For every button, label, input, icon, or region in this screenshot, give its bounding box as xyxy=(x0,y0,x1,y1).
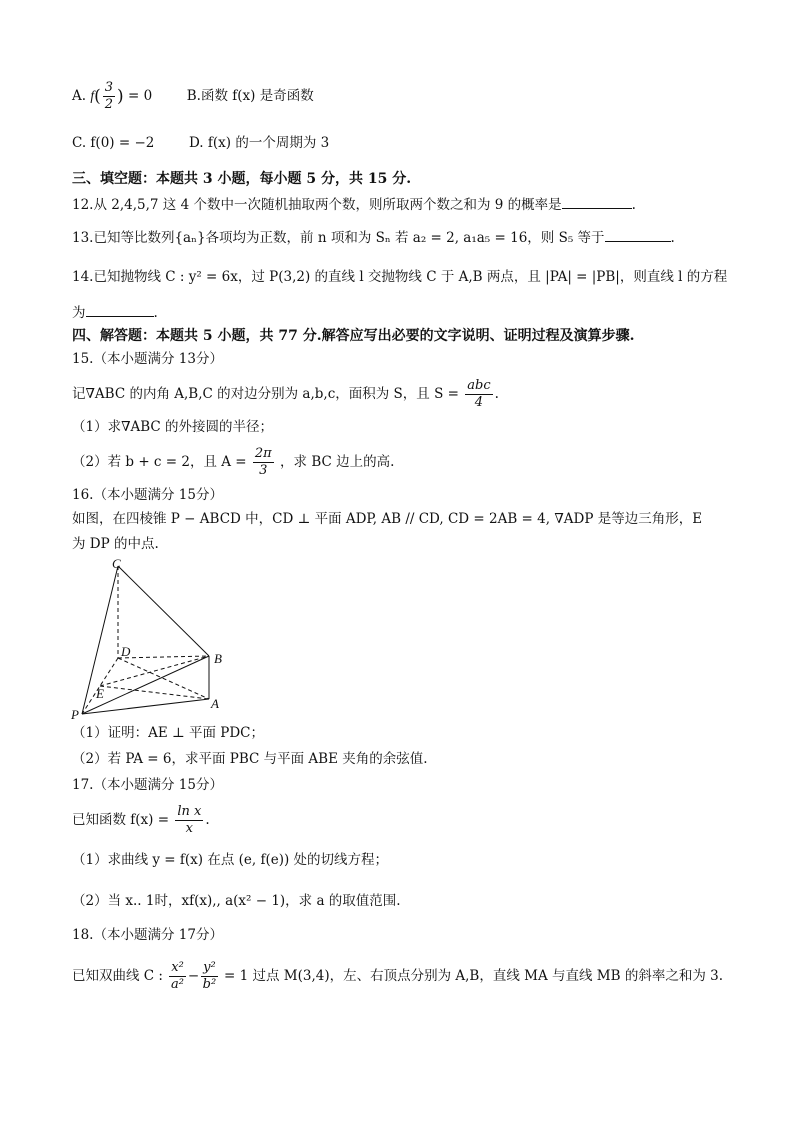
q16-line2: 为 DP 的中点. xyxy=(72,536,159,552)
label-a: A xyxy=(211,696,219,711)
option-cd-row xyxy=(72,134,329,152)
option-d: D. f(x) 的一个周期为 3 xyxy=(188,135,330,151)
q15-part2 xyxy=(72,446,394,479)
option-c: C. f(0) = −2 xyxy=(72,135,155,151)
q15-stem-text: 记∇ABC 的内角 A,B,C 的对边分别为 a,b,c，面积为 S，且 S = xyxy=(72,386,459,402)
question-12-text: 12.从 2,4,5,7 这 4 个数中一次随机抽取两个数，则所取两个数之和为 9 的概率是 xyxy=(72,197,562,213)
edge-pa xyxy=(82,699,209,714)
q15-stem: 记∇ABC 的内角 A,B,C 的对边分别为 a,b,c，面积为 S，且 S = $\frac{\text{abc}}{4}$ . xyxy=(72,378,499,410)
q17-stem: 已知函数 f(x) = $\frac{\text{ln x}}{x}$ . xyxy=(72,804,210,836)
answer-blank xyxy=(562,194,632,209)
label-e: E xyxy=(96,686,104,701)
option-a-row: A. f( $\frac{3}{2}$ ) = 0 B.函数 f(x) 是奇函数 xyxy=(72,80,314,112)
edge-da xyxy=(118,658,209,699)
q18-stem-post: = 1 过点 M(3,4)，左、右顶点分别为 A,B，直线 MA 与直线 MB 的斜率之和为 3. xyxy=(223,968,723,984)
question-14-line2: 为 . xyxy=(72,302,158,322)
q15-part2-post: ，求 BC 边上的高. xyxy=(280,454,395,470)
answer-blank xyxy=(605,227,671,242)
label-b: B xyxy=(214,651,222,666)
option-a-label: A. xyxy=(72,88,87,104)
two-pi-over-3-fraction: $\frac{2\pi}{3}$ xyxy=(254,446,272,478)
q17-part1: （1）求曲线 y = f(x) 在点 (e, f(e)) 处的切线方程； xyxy=(72,852,389,868)
section3-header: 三、填空题：本题共 3 小题，每小题 5 分，共 15 分. xyxy=(72,171,412,187)
question-13-text: 13.已知等比数列{aₙ}各项均为正数，前 n 项和为 Sₙ 若 a₂ = 2, a₁a₅ = 16，则 S₅ 等于 xyxy=(72,230,605,246)
x2-over-a2-fraction: $\frac{\text{x²}}{\text{a²}}$ xyxy=(171,960,185,992)
q17-part2: （2）当 x.. 1时，xf(x),, a(x² − 1)，求 a 的取值范围. xyxy=(72,893,401,909)
question-12: 12.从 2,4,5,7 这 4 个数中一次随机抽取两个数，则所取两个数之和为 9 的概率是 . xyxy=(72,194,636,214)
q18-stem-pre: 已知双曲线 C : xyxy=(72,968,163,984)
q16-title: 16.（本小题满分 15分） xyxy=(72,487,223,503)
question-14-line2-text: 为 xyxy=(72,305,86,321)
edge-ea xyxy=(100,686,209,699)
abc-over-4-fraction: $\frac{\text{abc}}{4}$ xyxy=(467,378,491,410)
q16-part2: （2）若 PA = 6，求平面 PBC 与平面 ABE 夹角的余弦值. xyxy=(72,751,428,767)
q15-part2-pre: （2）若 b + c = 2，且 A = xyxy=(72,454,247,470)
q15-title: 15.（本小题满分 13分） xyxy=(72,351,223,367)
section4-header: 四、解答题：本题共 5 小题，共 77 分.解答应写出必要的文字说明、证明过程及演算步骤. xyxy=(72,328,635,344)
edge-cb xyxy=(118,566,209,656)
answer-blank xyxy=(86,302,154,317)
q18-stem: 已知双曲线 C : $\frac{\text{x²}}{\text{a²}}$ − $\frac{\text{y²}}{\text{b²}}$ = 1 过点 M(3,4)，左、右顶点分别为 A,B，直线 MA 与直线 MB 的斜率之和为 3. xyxy=(72,960,723,992)
question-13: 13.已知等比数列{aₙ}各项均为正数，前 n 项和为 Sₙ 若 a₂ = 2, a₁a₅ = 16，则 S₅ 等于 . xyxy=(72,227,675,247)
label-c: C xyxy=(112,556,121,571)
q17-title: 17.（本小题满分 15分） xyxy=(72,777,223,793)
edge-db xyxy=(118,656,209,658)
option-b: B.函数 f(x) 是奇函数 xyxy=(186,88,314,104)
y2-over-b2-fraction: $\frac{\text{y²}}{\text{b²}}$ xyxy=(202,960,217,992)
lnx-over-x-fraction: $\frac{\text{ln x}}{x}$ xyxy=(177,804,202,836)
q16-line1: 如图，在四棱锥 P − ABCD 中，CD ⊥ 平面 ADP, AB // CD, CD = 2AB = 4, ∇ADP 是等边三角形，E xyxy=(72,511,703,527)
label-d: D xyxy=(121,644,131,659)
question-14-line1: 14.已知抛物线 C : y² = 6x，过 P(3,2) 的直线 l 交抛物线 C 于 A,B 两点，且 |PA| = |PB|，则直线 l 的方程 xyxy=(72,269,728,285)
pyramid-figure xyxy=(68,556,228,721)
three-halves-fraction: $\frac{3}{2}$ xyxy=(104,80,114,112)
q15-part1: （1）求∇ABC 的外接圆的半径； xyxy=(72,419,274,435)
option-a-eq: = 0 xyxy=(127,88,153,104)
label-p: P xyxy=(71,707,79,721)
q16-part1: （1）证明：AE ⊥ 平面 PDC； xyxy=(72,725,264,741)
q17-stem-text: 已知函数 f(x) = xyxy=(72,812,170,828)
q18-title: 18.（本小题满分 17分） xyxy=(72,927,223,943)
